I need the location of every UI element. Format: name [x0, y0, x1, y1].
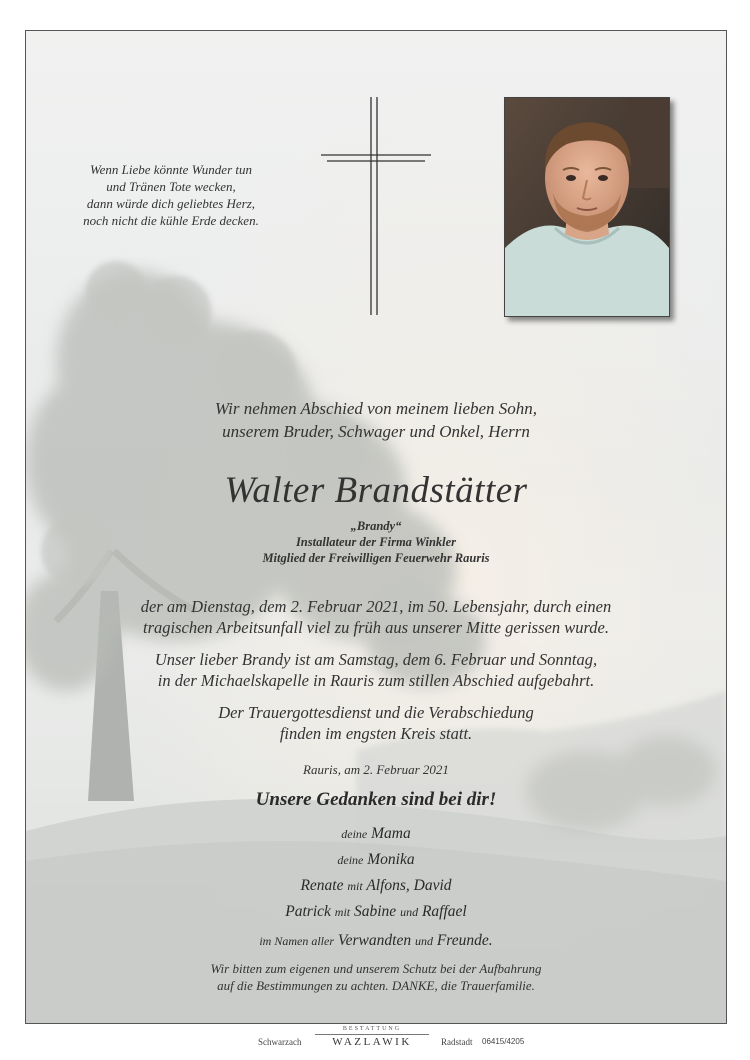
footer-phone: 06415/4205 — [482, 1037, 525, 1046]
obituary-card — [25, 30, 727, 1024]
membership: Mitglied der Freiwilligen Feuerwehr Rauris — [262, 551, 490, 565]
mourner-connector: mit — [347, 879, 363, 893]
announcement-line: in der Michaelskapelle in Rauris zum stillen Abschied aufgebahrt. — [157, 671, 595, 690]
funeral-home-logo — [307, 1026, 437, 1049]
mourner-name: Patrick — [285, 903, 331, 920]
announcement-line: Der Trauergottesdienst und die Verabschiedung — [218, 703, 534, 722]
mourner-name: Alfons, David — [366, 877, 452, 894]
verse-line: und Tränen Tote wecken, — [106, 179, 236, 194]
verse-line: noch nicht die kühle Erde decken. — [83, 213, 259, 228]
place-date: Rauris, am 2. Februar 2021 — [303, 762, 449, 777]
verse-line: Wenn Liebe könnte Wunder tun — [90, 162, 252, 177]
intro-line: unserem Bruder, Schwager und Onkel, Herrn — [222, 422, 530, 441]
occupation: Installateur der Firma Winkler — [295, 535, 457, 549]
verse-line: dann würde dich geliebtes Herz, — [86, 196, 256, 211]
family-note — [26, 960, 726, 994]
mourner-row — [26, 847, 726, 873]
obituary-content — [26, 31, 726, 1023]
logo-subtitle: BESTATTUNG — [342, 1026, 402, 1032]
mourner-name: Freunde. — [436, 932, 493, 949]
logo-divider — [315, 1034, 429, 1035]
mourner-prefix: im Namen aller — [259, 934, 335, 948]
announcement-text — [26, 596, 726, 755]
note-line: Wir bitten zum eigenen und unserem Schutz bei der Aufbahrung — [210, 961, 542, 976]
mourner-prefix: deine — [337, 853, 364, 867]
announcement-paragraph-viewing — [26, 649, 726, 691]
funeral-home-footer — [0, 1024, 750, 1060]
announcement-line: tragischen Arbeitsunfall viel zu früh aus unserer Mitte gerissen wurde. — [143, 618, 609, 637]
nickname: „Brandy“ — [350, 519, 402, 533]
mourner-prefix: deine — [341, 827, 368, 841]
footer-city-left: Schwarzach — [258, 1037, 302, 1047]
intro-text — [26, 397, 726, 443]
mourner-connector: mit — [334, 905, 351, 919]
mourner-name: Sabine — [354, 903, 397, 920]
mourner-name: Raffael — [421, 903, 467, 920]
mourner-connector: und — [414, 934, 433, 948]
mourner-row — [26, 899, 726, 925]
portrait-photo — [504, 97, 670, 317]
note-line: auf die Bestimmungen zu achten. DANKE, die Trauerfamilie. — [217, 978, 535, 993]
mourner-name: Verwandten — [337, 932, 412, 949]
mourner-name: Renate — [300, 877, 344, 894]
announcement-paragraph-death — [26, 596, 726, 638]
intro-line: Wir nehmen Abschied von meinem lieben Sohn, — [214, 399, 538, 418]
deceased-details — [26, 518, 726, 566]
announcement-line: Unser lieber Brandy ist am Samstag, dem 6. Februar und Sonntag, — [154, 650, 598, 669]
footer-city-right: Radstadt — [441, 1037, 473, 1047]
mourner-name: Monika — [367, 851, 415, 868]
mourners-list — [26, 821, 726, 954]
cross-icon — [321, 97, 431, 317]
mourner-connector: und — [400, 905, 419, 919]
mourner-row — [26, 821, 726, 847]
mourner-row — [26, 928, 726, 954]
deceased-name: Walter Brandstätter — [224, 470, 528, 511]
announcement-line: der am Dienstag, dem 2. Februar 2021, im 50. Lebensjahr, durch einen — [140, 597, 612, 616]
announcement-paragraph-service — [26, 702, 726, 744]
mourner-row — [26, 873, 726, 899]
logo-name: WAZLAWIK — [332, 1036, 412, 1048]
mourner-name: Mama — [371, 825, 411, 842]
memorial-verse — [56, 161, 286, 229]
announcement-line: finden im engsten Kreis statt. — [279, 724, 473, 743]
motto: Unsere Gedanken sind bei dir! — [255, 789, 497, 810]
